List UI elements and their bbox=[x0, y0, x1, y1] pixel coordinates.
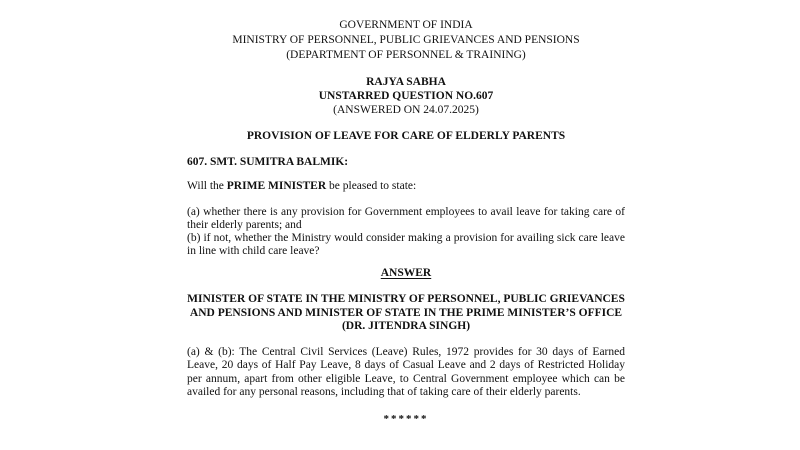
member-name-line: 607. SMT. SUMITRA BALMIK: bbox=[187, 155, 349, 168]
end-asterisks: ****** bbox=[383, 412, 429, 425]
question-parts bbox=[187, 206, 625, 258]
minister-block bbox=[187, 293, 625, 334]
document-title: PROVISION OF LEAVE FOR CARE OF ELDERLY PARENTS bbox=[246, 130, 566, 142]
header-government-of-india: GOVERNMENT OF INDIA bbox=[339, 19, 473, 31]
government-header bbox=[187, 18, 625, 63]
header-ministry: MINISTRY OF PERSONNEL, PUBLIC GRIEVANCES AND PENSIONS bbox=[232, 34, 580, 46]
minister-title: MINISTER OF STATE IN THE MINISTRY OF PERSONNEL, PUBLIC GRIEVANCES AND PENSIONS AND MINISTER OF STATE IN THE PRIME MINISTER’S OFFICE bbox=[187, 293, 625, 319]
session-block bbox=[187, 75, 625, 117]
document-page bbox=[187, 18, 625, 426]
question-intro-suffix: be pleased to state: bbox=[326, 180, 417, 192]
answered-on-date: (ANSWERED ON 24.07.2025) bbox=[333, 104, 479, 116]
house-name: RAJYA SABHA bbox=[366, 76, 446, 88]
minister-name: (DR. JITENDRA SINGH) bbox=[341, 320, 471, 332]
question-intro bbox=[187, 180, 625, 194]
question-part-a: (a) whether there is any provision for Government employees to avail leave for taking care of their elderly parents; and bbox=[187, 205, 625, 231]
question-part-b: (b) if not, whether the Ministry would consider making a provision for availing sick care leave in line with child care leave? bbox=[187, 231, 625, 257]
answer-heading: ANSWER bbox=[380, 266, 432, 279]
header-department: (DEPARTMENT OF PERSONNEL & TRAINING) bbox=[286, 49, 526, 61]
question-intro-minister: PRIME MINISTER bbox=[226, 180, 327, 192]
answer-body: (a) & (b): The Central Civil Services (Leave) Rules, 1972 provides for 30 days of Earned Leave, 20 days of Half Pay Leave, 8 days of Casual Leave and 2 days of Restricted Holiday per annum, apart from other eligible Leave, to Central Government employee which can be availed for any personal reasons, including that of taking care of their elderly parents. bbox=[187, 345, 625, 398]
question-number-line: UNSTARRED QUESTION NO.607 bbox=[318, 90, 494, 102]
question-intro-prefix: Will the bbox=[187, 180, 227, 192]
